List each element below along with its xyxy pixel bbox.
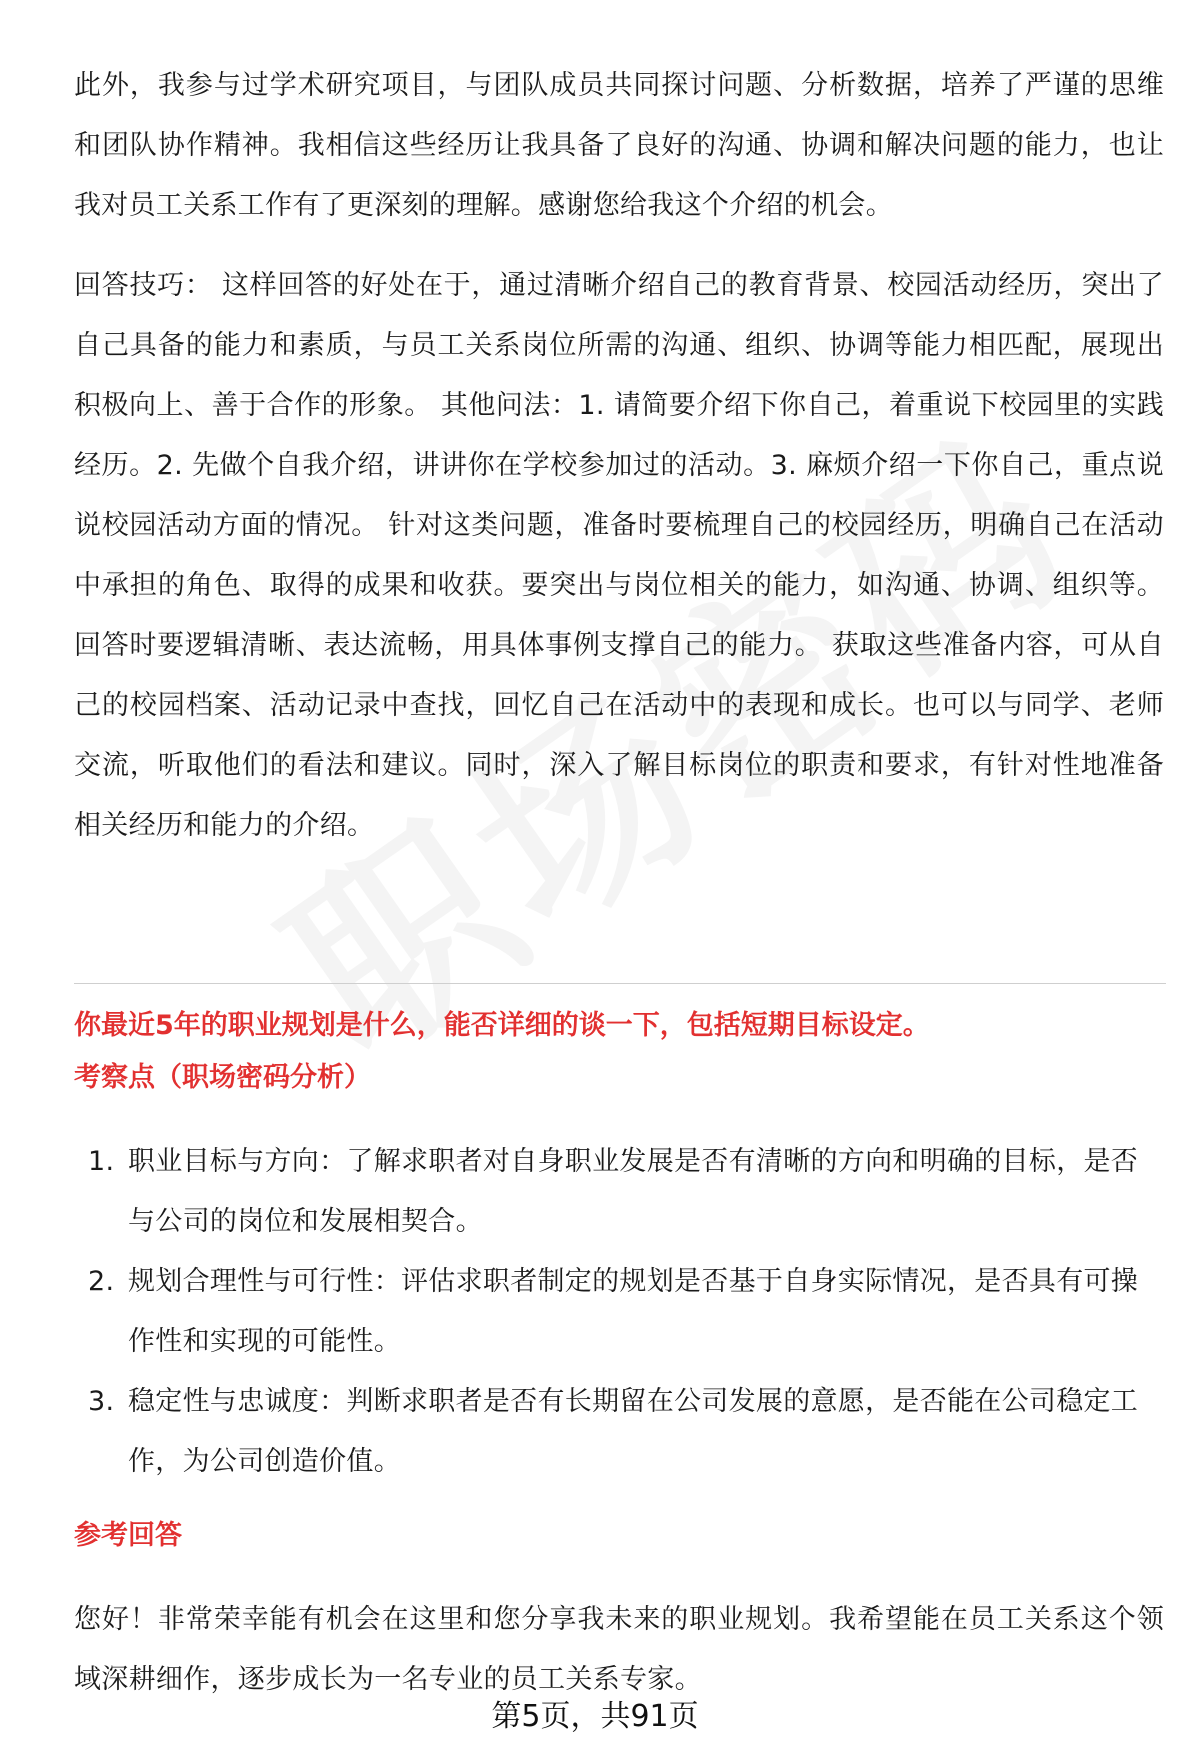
answer-text: 您好！非常荣幸能有机会在这里和您分享我未来的职业规划。我希望能在员工关系这个领域深耕细作，逐步成长为一名专业的员工关系专家。 <box>74 1604 1164 1695</box>
intro-section <box>74 56 1164 856</box>
paragraph-research: 此外，我参与过学术研究项目，与团队成员共同探讨问题、分析数据，培养了严谨的思维和团队协作精神。我相信这些经历让我具备了良好的沟通、协调和解决问题的能力，也让我对员工关系工作有了更深刻的理解。感谢您给我这个介绍的机会。 <box>74 70 1164 221</box>
reference-heading: 参考回答 <box>74 1520 182 1551</box>
list-number: 1. <box>88 1146 115 1177</box>
list-text: 稳定性与忠诚度：判断求职者是否有长期留在公司发展的意愿，是否能在公司稳定工作，为公司创造价值。 <box>128 1386 1139 1477</box>
list-number: 2. <box>88 1266 115 1297</box>
list-item <box>74 1252 1164 1372</box>
list-number: 3. <box>88 1386 115 1417</box>
list-item <box>74 1372 1164 1492</box>
section-divider <box>74 983 1166 984</box>
paragraph-tips: 回答技巧： 这样回答的好处在于，通过清晰介绍自己的教育背景、校园活动经历，突出了自己具备的能力和素质，与员工关系岗位所需的沟通、组织、协调等能力相匹配，展现出积极向上、善于合作的形象。 其他问法：1. 请简要介绍下你自己，着重说下校园里的实践经历。2. 先做个自我介绍，讲讲你在学校参加过的活动。3. 麻烦介绍一下你自己，重点说说校园活动方面的情况。 针对这类问题，准备时要梳理自己的校园经历，明确自己在活动中承担的角色、取得的成果和收获。要突出与岗位相关的能力，如沟通、协调、组织等。回答时要逻辑清晰、表达流畅，用具体事例支撑自己的能力。 获取这些准备内容，可从自己的校园档案、活动记录中查找，回忆自己在活动中的表现和成长。也可以与同学、老师交流，听取他们的看法和建议。同时，深入了解目标岗位的职责和要求，有针对性地准备相关经历和能力的介绍。 <box>74 270 1164 841</box>
analysis-list <box>74 1132 1164 1492</box>
answer-section <box>74 1590 1164 1710</box>
analysis-heading: 考察点（职场密码分析） <box>74 1062 371 1093</box>
list-item <box>74 1132 1164 1252</box>
page-number: 第5页，共91页 <box>491 1699 699 1734</box>
list-text: 职业目标与方向：了解求职者对自身职业发展是否有清晰的方向和明确的目标，是否与公司的岗位和发展相契合。 <box>128 1146 1139 1237</box>
list-text: 规划合理性与可行性：评估求职者制定的规划是否基于自身实际情况，是否具有可操作性和实现的可能性。 <box>128 1266 1139 1357</box>
question-title: 你最近5年的职业规划是什么，能否详细的谈一下，包括短期目标设定。 <box>74 1010 930 1041</box>
